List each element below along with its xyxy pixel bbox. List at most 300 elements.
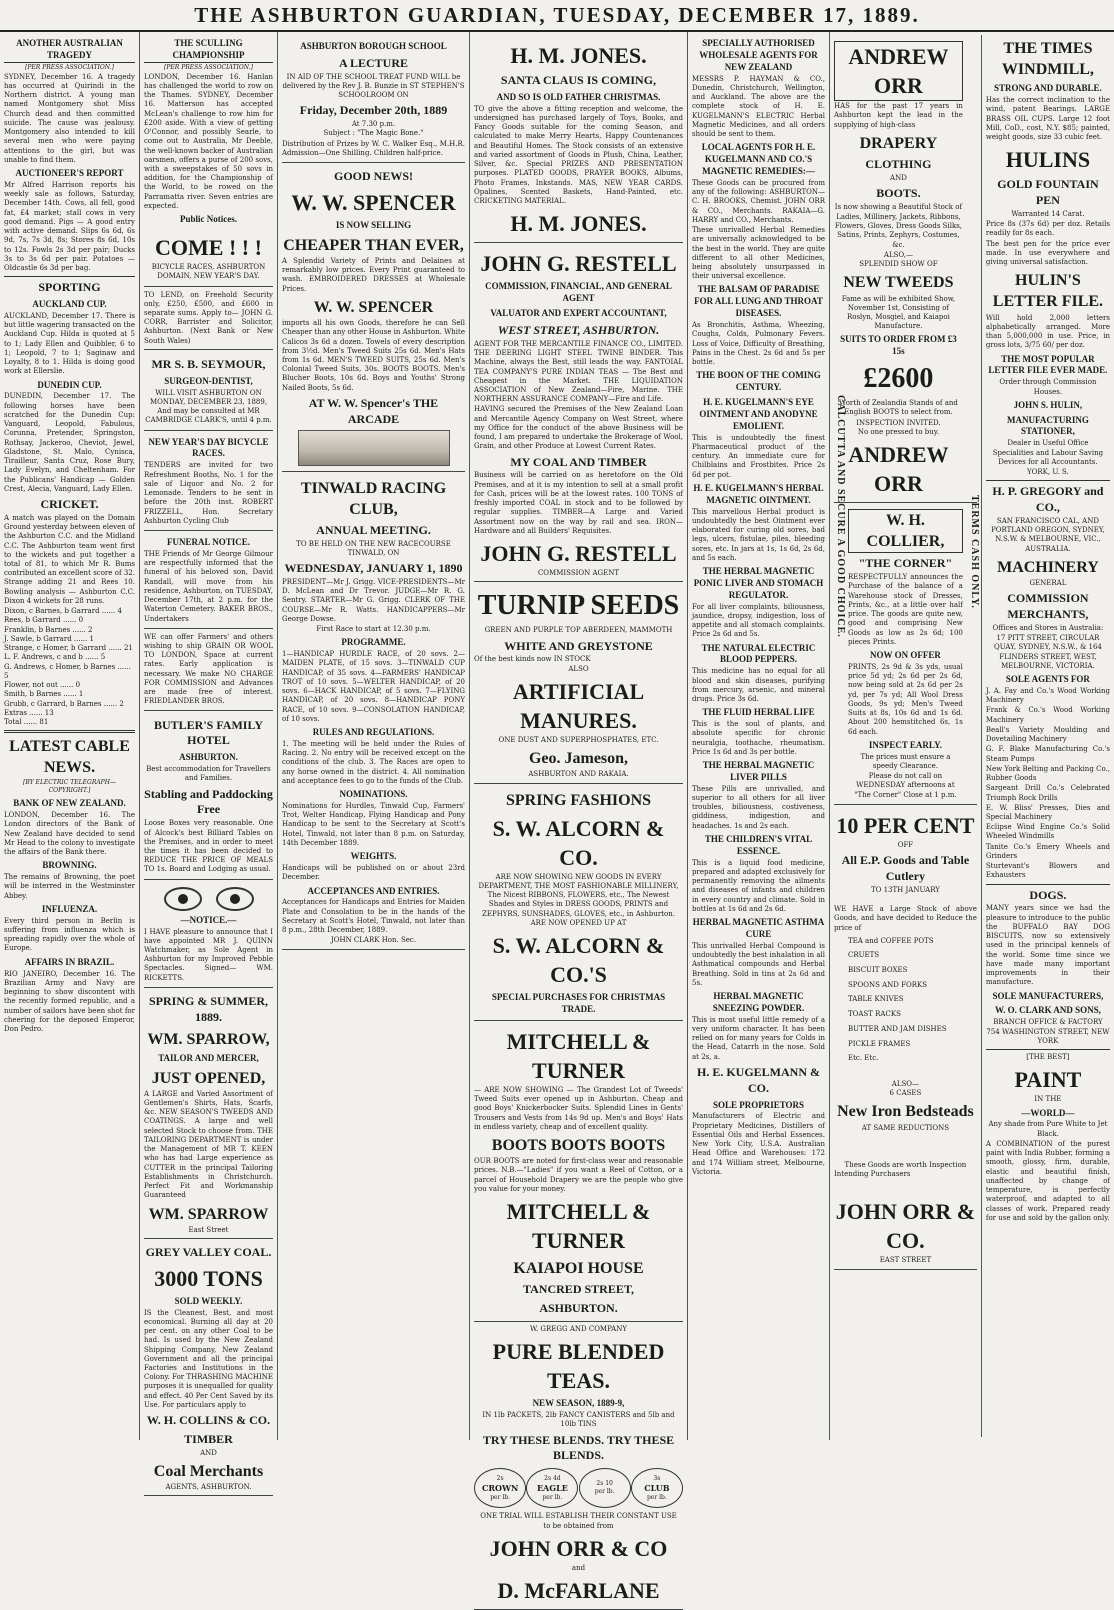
warranted-text: Warranted 14 Carat.: [1011, 209, 1085, 218]
tea-blends: [474, 1468, 683, 1508]
tancred-street: TANCRED STREET,: [523, 1282, 634, 1297]
york-text: YORK, U. S.: [1027, 468, 1069, 477]
clark-name: W. O. CLARK AND SONS,: [994, 1005, 1101, 1016]
score-line: Franklin, b Barnes ...... 2: [4, 625, 93, 634]
agents-text: AGENTS, ASHBURTON.: [165, 1483, 252, 1492]
tragedy-article: SYDNEY, December 16. A tragedy has occurred at Quirindi in the Northern district. A young man named Montgomery shot Miss Church dead and then committed suicide. The cause was jealousy. Montgomery also intended to kill several men who were paying attentions to the girl, but was unable to find them.: [4, 72, 135, 164]
officials-text: PRESIDENT—Mr J. Grigg. VICE-PRESIDENTS—Mr D. McLean and Dr Trevor. JUDGE—Mr R. G. Sentry. STARTER—Mr G. Grigg. CLERK OF THE COURSE—Mr R. Watts. HANDICAPPERS—Mr George Dowse.: [282, 577, 465, 623]
commission-merchants-heading: COMMISSION MERCHANTS,: [1007, 591, 1089, 622]
tenders-heading: NEW YEAR'S DAY BICYCLE RACES.: [148, 436, 269, 459]
orr2-name: ANDREW ORR: [848, 442, 949, 497]
list-item: BUTTER AND JAM DISHES: [848, 1024, 947, 1033]
addresses-text: 17 PITT STREET, CIRCULAR QUAY, SYDNEY, N.S.W., & 164 FLINDERS STREET, WEST, MELBOURNE, VICTORIA.: [993, 634, 1102, 670]
weights-heading: WEIGHTS.: [350, 851, 397, 862]
programme-heading: PROGRAMME.: [341, 637, 406, 648]
spencer-name: W. W. SPENCER: [291, 190, 456, 215]
cable-credit: [BY ELECTRIC TELEGRAPH—COPYRIGHT.]: [23, 779, 116, 795]
spectacles-icon: [144, 887, 273, 911]
lecture-heading: A LECTURE: [338, 55, 409, 70]
cricket-article: A match was played on the Domain Ground yesterday between eleven of the Ashburton C.C. and the Midland C.C. The Ashburton team went first to the wickets and put together a total of 81, to which Mr R. Bums contributed an excellent score of 32. Strange adding 21 and Rees 10. Bowling analysis — Ashburton C.C. Dixon 4 wickets for 28 runs.: [4, 513, 135, 605]
masthead: [0, 0, 1114, 32]
score-line: Flower, not out ...... 0: [4, 681, 81, 690]
dentist-ad: [144, 351, 273, 431]
stationer-text: MANUFACTURING STATIONER,: [1007, 414, 1089, 437]
restell-ad: [474, 243, 683, 582]
nominations-heading: NOMINATIONS.: [339, 789, 408, 800]
machinery-heading: MACHINERY: [997, 558, 1099, 576]
agency-list: [986, 687, 1110, 881]
opened-heading: JUST OPENED,: [151, 1069, 266, 1087]
column-4: [470, 32, 688, 1604]
list-item: Beall's Variety Moulding and Dovetailing Machinery: [985, 725, 1110, 744]
special-purchases: SPECIAL PURCHASES FOR CHRISTMAS TRADE.: [491, 992, 666, 1015]
notice-heading: —NOTICE.—: [180, 914, 237, 925]
vertical-banner-left: CALCUTTA AND SECURE A GOOD CHOICE.: [835, 395, 847, 638]
sculling-headline: THE SCULLING CHAMPIONSHIP: [144, 38, 273, 63]
blend-badge: 3s CLUB per lb.: [631, 1468, 683, 1508]
notice-text: I HAVE pleasure to announce that I have appointed MR J. QUINN Watchmaker, as Sole Agent in Ashburton for my Improved Pebble Spectacles. Signed— WM. RICKETTS.: [144, 927, 273, 982]
clearance-text: The prices must ensure a speedy Clearance.: [860, 752, 951, 770]
gregg-name: W. GREGG AND COMPANY: [530, 1325, 627, 1333]
stabling-heading: Stabling and Paddocking Free: [144, 786, 273, 817]
sporting-headline: SPORTING: [38, 280, 101, 295]
auckland-headline: AUCKLAND CUP.: [32, 299, 107, 310]
essence-text: This is a liquid food medicine, prepared and adapted exclusively for permanently removing the ailments and diseases of infants and children in every country and climate. Sold in bottles at 1s 6d and 2s 6d.: [692, 858, 825, 913]
pressed-text: No one pressed to buy.: [857, 427, 939, 436]
liver-pills-heading: THE HERBAL MAGNETIC LIVER PILLS: [702, 760, 815, 782]
page-columns: [0, 32, 1114, 1604]
valuator-text: VALUATOR AND EXPERT ACCOUNTANT,: [490, 308, 667, 319]
paint-text: A COMBINATION of the purest paint with India Rubber, forming a smooth, glossy, firm, durable, elastic and beautiful finish, unaffected by change of temperature, is perfectly waterproof, and adapted to all classes of work. Prepared ready for use and sold by the gallon only.: [985, 1139, 1110, 1222]
tenders-ad: [144, 431, 273, 531]
trial-text: ONE TRIAL WILL ESTABLISH THEIR CONSTANT USE: [480, 1512, 677, 1521]
offices-text: Offices and Stores in Australia:: [992, 623, 1104, 632]
sculling-article: LONDON, December 16. Hanlan has challenged the world to row on the Thames. SYDNEY, December 16. Matterson has accepted McLean's challenge to row him for £200 aside. With a view of getting O'Connor, and possibly Searle, to come out to Australia, Mr Deeble, the well-known backer of Australian oarsmen, offers a purse of 200 sovs, with a sweepstakes of 50 sovs in addition, for the Championship of the World, to be rowed on the Parramatta river. Seven entries are expected.: [144, 72, 273, 210]
mitchell-ad: [474, 1021, 683, 1322]
jo-name: JOHN ORR & CO.: [835, 1199, 976, 1254]
snuff-heading: HERBAL MAGNETIC SNEEZING POWDER.: [712, 991, 805, 1013]
bank-headline: BANK OF NEW ZEALAND.: [13, 798, 126, 809]
list-item: TEA and COFFEE POTS: [848, 936, 934, 945]
jameson-town: ASHBURTON AND RAKAIA.: [528, 770, 629, 779]
borough-heading: ASHBURTON BOROUGH SCHOOL: [300, 41, 447, 51]
secretary-name: JOHN CLARK Hon. Sec.: [330, 936, 417, 945]
santa-heading: SANTA CLAUS IS COMING,: [500, 73, 657, 88]
eye-heading: H. E. KUGELMANN'S EYE OINTMENT AND ANODYNE EMOLIENT.: [699, 397, 818, 431]
asthma-text: This unrivalled Herbal Compound is undoubtedly the best inhalation in all Asthmatical compounds and Herbal Breathing. Sold in tins at 2s 6d and 5s.: [692, 941, 825, 987]
race-date: WEDNESDAY, JANUARY 1, 1890: [284, 561, 463, 576]
list-item: TABLE KNIVES: [848, 995, 904, 1004]
merchants-heading: Coal Merchants: [153, 1463, 264, 1481]
influenza-headline: INFLUENZA.: [41, 903, 98, 914]
hulin-column: [982, 35, 1110, 1437]
cable-headline: LATEST CABLE NEWS.: [9, 738, 130, 777]
collier-text: RESPECTFULLY announces the Purchase of the balance of a Warehouse stock of Dresses, Prints, &c., at a little over half price. The goods are quite new, good and comprising New Goods as low as 2s 6d; 100 pieces Prints.: [848, 573, 963, 646]
coal-ad: [144, 1239, 273, 1497]
spencer2-text: imports all his own Goods, therefore he can Sell Cheaper than any other House in Ashburton. White Calicos 3s 6d a dozen. Towels of every description from 3½d. Men's Tweed Suits 25s 6d. Men's Hats from 1s 6d. MEN'S TWEED SUITS, 25s 6d. Men's Colonial Tweed Suits, 30s. BOOTS BOOTS. Men's Blucher Boots, 10s 6d. Boys and Youths' Strong Nailed Boots, 5s 6d.: [282, 319, 465, 392]
blend-badge: 2s CROWN per lb.: [474, 1468, 526, 1508]
orr-column: [834, 35, 982, 1437]
pills-heading: THE HERBAL MAGNETIC PONIC LIVER AND STOMACH REGULATOR.: [693, 565, 824, 600]
brazil-headline: AFFAIRS IN BRAZIL.: [24, 956, 115, 967]
paradise-text: As Bronchitis, Asthma, Wheezing, Coughs, Colds, Pulmonary Fevers. Loss of Voice, Difficulty of Breathing, Pains in the Chest. 2s 6d and 5s per bottle.: [692, 321, 825, 367]
restell-agencies: AGENT FOR THE MERCANTILE FINANCE CO., LIMITED. THE DEERING LIGHT STEEL TWINE BINDER. This Machine, always the Best, still leads the way. FANTOIAL TEA COMPANY'S PURE INDIAN TEAS — The Best and Cheapest in the Market. THE LIQUIDATION ASSOCIATION of New Zealand—Fire, Marine. THE NORTHERN ASSURANCE COMPANY—Fire and Life.: [474, 339, 683, 404]
intending-text: Intending Purchasers: [834, 1169, 911, 1178]
dentist-title: SURGEON-DENTIST,: [164, 375, 253, 386]
acceptances-text: Acceptances for Handicaps and Entries for Maiden Plate and Consolation to be in the hands of the Secretary at Scott's Hotel, Tinwald, not later than 8 p.m., 28th December, 1889.: [282, 898, 465, 935]
jones-name: H. M. JONES.: [510, 43, 647, 68]
boon-heading: THE BOON OF THE COMING CENTURY.: [696, 370, 821, 393]
restell-business: COMMISSION, FINANCIAL, AND GENERAL AGENT: [485, 281, 672, 304]
list-item: Frank & Co.'s Wood Working Machinery: [985, 706, 1110, 724]
spencer-ad: [282, 163, 465, 471]
splendid-text: SPLENDID SHOW OF: [859, 260, 938, 269]
sanfrancisco-text: SAN FRANCISCO CAL, AND: [996, 516, 1099, 525]
fluid-heading: THE FLUID HERBAL LIFE: [702, 707, 815, 718]
blend-badge: 2s 10 per lb.: [579, 1468, 631, 1508]
portland-text: PORTLAND OREGON, SYDNEY,: [991, 526, 1105, 535]
also-text: ALSO: [568, 664, 589, 673]
sparrow-name: WM. SPARROW,: [147, 1030, 270, 1048]
tinwald-ad: [282, 472, 465, 950]
turnip-heading: TURNIP SEEDS: [477, 590, 680, 622]
dealer-text: Dealer in Useful Office Specialities and Labour Saving Devices for all Accountants.: [992, 439, 1104, 466]
first-race-text: First Race to start at 12.30 p.m.: [316, 625, 431, 634]
sole-text: Manufacturers of Electric and Proprietary Medicines, Distillers of Essential Oils and Herbal Essences. New York City, U.S.A. Australian Head Office and Warehouses: 172 and 174 William street, Melbourne, Victoria.: [692, 1112, 825, 1176]
spencer-selling: IS NOW SELLING: [335, 220, 412, 231]
mt-name: MITCHELL & TURNER: [506, 1199, 651, 1254]
column-2: [140, 32, 278, 1492]
kaiapoi-heading: KAIAPOI HOUSE: [513, 1260, 644, 1278]
nominations-text: Nominations for Hurdles, Tinwald Cup, Farmers' Trot, Welter Handicap, Flying Handicap and Pony Handicap to be sent to the Secretary at Scott's Hotel, Tinwald, not later than 8 p.m. on Saturday, 14th December 1889.: [282, 802, 465, 847]
sparrow2-address: East Street: [188, 1225, 229, 1234]
alcorn2-name: S. W. ALCORN & CO.'S: [492, 933, 665, 988]
jones2-name: H. M. JONES.: [510, 211, 647, 237]
sole-agents-heading: SOLE AGENTS FOR: [1005, 674, 1090, 685]
programme-text: 1—HANDICAP HURDLE RACE, of 20 sovs. 2—MAIDEN PLATE, of 15 sovs. 3—TINWALD CUP HANDICAP, of 35 sovs. 4—FARMERS' HANDICAP TROT of 10 sovs. 5—WELTER HANDICAP, of 20 sovs. 6—HACK HANDICAP, of 5 sovs. 7—FLYING HANDICAP, of 20 sovs. 8—HANDICAP PONY RACE, of 10 sovs. 9—CONSOLATION HANDICAP, of 10 sovs.: [282, 650, 465, 723]
orr-intro: HAS for the past 17 years in Ashburton kept the lead in the supplying of high-class: [834, 102, 963, 129]
jones-ad: [474, 35, 683, 243]
essence-heading: THE CHILDREN'S VITAL ESSENCE.: [704, 833, 813, 856]
lecture-admission: Distribution of Prizes by W. C. Walker Esq., M.H.R. Admission—One Shilling. Children half-price.: [282, 139, 465, 157]
browning-headline: BROWNING.: [42, 860, 97, 871]
file-text: Will hold 2,000 letters alphabetically arranged. More than 5,000,000 in use. Price, in gross lots, 3/75 60/ per doz.: [985, 313, 1110, 350]
coal-heading: GREY VALLEY COAL.: [145, 1244, 272, 1259]
fame-text: Fame as will be exhibited Show, November 1st, Consisting of Roslyn, Mosgiel, and Kaiapoi Manufacture.: [841, 294, 956, 331]
pepper-heading: THE NATURAL ELECTRIC BLOOD PEPPERS.: [701, 642, 816, 665]
column-6: [830, 32, 1114, 1440]
inspection-text: INSPECTION INVITED.: [856, 418, 941, 427]
season-text: NEW SEASON, 1889-9,: [532, 1398, 625, 1409]
boots-heading: BOOTS.: [876, 185, 921, 200]
percent-heading: 10 PER CENT: [836, 812, 975, 838]
arcade-text: AT W. W. Spencer's THE ARCADE: [308, 395, 439, 426]
spectacles-ad: [144, 880, 273, 988]
popular-heading: THE MOST POPULAR LETTER FILE EVER MADE.: [988, 353, 1108, 376]
arcade-illustration: [298, 430, 450, 466]
list-item: G. F. Blake Manufacturing Co.'s Steam Pumps: [985, 745, 1110, 763]
stock-text: WE HAVE a Large Stock of above Goods, and have decided to Reduce the price of: [834, 905, 977, 932]
tons-text: IS the Cleanest, Best, and most economical. Burning all day at 20 per cent. on any other Coal to be had. Is used by the New Zealand Shipping Company, New Zealand Government and all the principal Factories and Institutions in the Colony. For THRASHING MACHINE purposes it is unequalled for quality and effect. 40 Per Cent Saved by its Use. For particulars apply to: [144, 1308, 273, 1409]
vertical-banner-right: TERMS CASH ONLY.: [968, 495, 980, 609]
collier-name: W. H. COLLIER,: [848, 509, 963, 553]
coal-timber-text: Business will be carried on as heretofore on the Old Premises, and at it is my intention to sell at a small profit for Cash, prices will be at the lowest rates. 100 TONS of freshly imported COAL in stock and to be followed by regular supplies. TIMBER—A Large and Varied Assortment now on the way by rail and sea. IRON—Hardware and all Builders' Requisites.: [474, 471, 683, 535]
alcorn-text: ARE NOW SHOWING NEW GOODS IN EVERY DEPARTMENT, THE MOST FASHIONABLE MILLINERY, The Nicest RIBBONS, FLOWERS, etc., The Newest Shades and Styles in DRESS GOODS, PRINTS and ZEPHYRS, SUNSHADES, GLOVES, etc., in Ashburton. ARE NOW OPENED UP AT: [478, 872, 679, 927]
score-line: L. F. Andrews, c and b ...... 5: [4, 653, 106, 662]
score-line: Strange, c Homer, b Garrard ...... 21: [4, 644, 133, 653]
list-item: J. A. Fay and Co.'s Wood Working Machinery: [985, 686, 1110, 705]
pen-price: Price 8s (37s 6d) per doz. Retails readily for 8s each.: [985, 220, 1110, 238]
list-item: Sargeant Drill Co.'s Celebrated Triumph Rock Drills: [985, 784, 1110, 802]
score-line: Extras ...... 13: [4, 708, 54, 717]
till-text: TO 13TH JANUARY: [870, 885, 940, 894]
bicycle-races-text: BICYCLE RACES, ASHBURTON DOMAIN, NEW YEAR'S DAY.: [151, 263, 266, 281]
acceptances-heading: ACCEPTANCES AND ENTRIES.: [307, 885, 440, 896]
public-notices-heading: Public Notices.: [180, 214, 237, 225]
rules-text: 1. The meeting will be held under the Rules of Racing. 2. No entry will be received except on the conditions of the club. 3. The Races are open to any horse owned in the district. 4. All nomination and acceptance fees to go to the funds of the Club.: [282, 739, 465, 785]
local-agents-text: These Goods can be procured from any of the following: ASHBURTON—C. H. BROOKS, Chemist. JOHN ORR & CO., Merchants. RAKAIA—G. HARRY and CO., Merchants.: [692, 178, 825, 224]
stabling-text: Loose Boxes very reasonable. One of Alcock's best Billiard Tables on the Premises, and in order to meet the times it has been decided to REDUCE THE PRICE OF MEALS TO 1s. Board and Lodging as usual.: [144, 819, 273, 874]
alcorn-name: S. W. ALCORN & CO.: [492, 815, 665, 870]
tons-sub: SOLD WEEKLY.: [174, 1295, 243, 1306]
pepper-text: This medicine has no equal for all blood and skin diseases, purifying from mercury, arsenic, and mineral drugs. Price 3s 6d.: [692, 667, 825, 703]
pen-heading: GOLD FOUNTAIN PEN: [997, 177, 1099, 208]
sparrow-trade: TAILOR AND MERCER,: [158, 1052, 259, 1063]
mitchell-name: MITCHELL & TURNER: [506, 1028, 651, 1083]
auction-headline: AUCTIONEER'S REPORT: [15, 168, 124, 178]
alcorn-ad: [474, 784, 683, 1021]
tweeds-heading: NEW TWEEDS: [843, 274, 954, 292]
teas-heading: PURE BLENDED TEAS.: [492, 1339, 665, 1394]
good-news-heading: GOOD NEWS!: [333, 169, 413, 184]
column-1: [0, 32, 140, 1440]
shade-text: Any shade from Pure White to Jet Black.: [988, 1120, 1108, 1138]
and-text: AND: [890, 173, 907, 182]
world-text: —WORLD—: [1021, 1107, 1075, 1118]
list-item: BISCUIT BOXES: [848, 966, 908, 975]
also2-text: ALSO—: [891, 1079, 920, 1088]
herbal-text: This marvellous Herbal product is undoubtedly the best Ointment ever elaborated for curing old sores, bad legs, ulcers, fistulae, piles, bleeding sores, etc. In jars at 1s, 1s 6d, 2s 6d, and 5s each.: [692, 507, 825, 562]
sole-proprietors: SOLE PROPRIETORS: [712, 1099, 805, 1110]
fashions-heading: SPRING FASHIONS: [505, 791, 652, 809]
herbal-heading: H. E. KUGELMANN'S HERBAL MAGNETIC OINTMENT.: [693, 482, 824, 505]
brazil-article: RIO JANEIRO, December 16. The Brazilian Army and Navy are beginning to show discontent with the recently formed republic, and a number of sailors have been shot for cheering for the deposed Emperor, Don Pedro.: [4, 969, 135, 1033]
sparrow2-name: WM. SPARROW: [148, 1205, 269, 1223]
boots-heading: BOOTS BOOTS BOOTS: [491, 1137, 666, 1155]
list-item: Sturtevant's Blowers and Exhausters: [985, 862, 1110, 880]
gregory-name: H. P. GREGORY and CO.,: [992, 484, 1104, 515]
amount-heading: £2600: [863, 363, 934, 395]
commission-text: Order through Commission Houses.: [999, 378, 1097, 396]
best-text: [THE BEST]: [1026, 1053, 1070, 1062]
and-text: and: [571, 1563, 586, 1572]
list-item: SPOONS AND FORKS: [848, 980, 928, 989]
kugelmann-name: H. E. KUGELMANN & CO.: [697, 1064, 820, 1095]
west-street: WEST STREET, ASHBURTON.: [497, 323, 660, 337]
tragedy-headline: ANOTHER AUSTRALIAN TRAGEDY: [4, 38, 135, 63]
tins-text: IN 1lb PACKETS, 2lb FANCY CANISTERS and 5lb and 10lb TINS: [482, 1411, 675, 1429]
teas-ad: [474, 1322, 683, 1610]
also-text: ALSO,—: [883, 250, 913, 259]
list-item: New York Belting and Packing Co., Rubber Goods: [985, 764, 1110, 783]
letter-file-heading: HULIN'S LETTER FILE.: [992, 272, 1104, 311]
fluid-text: This is the soul of plants, and absolute specific for chronic neuralgia, toothache, rheumatism. Price 1s 6d and 3s per bottle.: [692, 720, 825, 756]
score-line: Grubb, c Garrard, b Barnes ...... 2: [4, 699, 124, 708]
press-credit: [PER PRESS ASSOCIATION.]: [25, 63, 114, 71]
column-3: [278, 32, 470, 1440]
list-item: CRUETS: [848, 951, 880, 960]
score-line: Smith, b Barnes ...... 1: [4, 690, 84, 699]
timber-heading: TIMBER: [184, 1432, 233, 1446]
local-agents-heading: LOCAL AGENTS FOR H. E. KUGELMANN AND CO.'S MAGNETIC REMEDIES:—: [701, 142, 816, 177]
cricket-headline: CRICKET.: [40, 497, 99, 512]
eye-text: This is undoubtedly the finest Pharmaceutical product of the century. An immediate cure for Chilblains and Frostbites. Price 2s 6d per pot.: [692, 433, 825, 479]
ashburton-town: ASHBURTON.: [539, 1301, 618, 1316]
paradise-heading: THE BALSAM OF PARADISE FOR ALL LUNG AND THROAT DISEASES.: [694, 284, 823, 319]
hulins-heading: HULINS: [1005, 147, 1091, 173]
andrew-orr-ad: [834, 35, 977, 503]
cheaper-heading: CHEAPER THAN EVER,: [283, 236, 464, 254]
rules-heading: RULES AND REGULATIONS.: [312, 727, 435, 738]
asthma-heading: HERBAL MAGNETIC ASTHMA CURE: [692, 917, 825, 939]
bedsteads-heading: New Iron Bedsteads: [837, 1103, 974, 1121]
try-blends: TRY THESE BLENDS. TRY THESE BLENDS.: [482, 1432, 675, 1463]
drapery-heading: DRAPERY: [859, 134, 938, 152]
loan-ad: TO LEND, on Freehold Security only, £250, £500, and £600 in separate sums. Apply to— JOHN G. CORR, Barrister and Solicitor, Ashburton. (Next Bank or New South Wales): [144, 288, 273, 350]
liver-pills-text: These Pills are unrivalled, and superior to all others for all liver troubles, biliousness, costiveness, giddiness, indigestion, and headaches. 1s and 2s each.: [692, 784, 825, 830]
remedies-text: These unrivalled Herbal Remedies are universally acknowledged to be the best in the world. They are quite different to all other Medicines, being absolutely unsurpassed in their universal excellence.: [692, 226, 825, 281]
orr-name: JOHN ORR & CO: [489, 1535, 668, 1561]
agents-heading: SPECIALLY AUTHORISED WHOLESALE AGENTS FOR NEW ZEALAND: [699, 38, 818, 72]
collins-name: W. H. COLLINS & CO.: [146, 1413, 271, 1428]
grain-ad: WE can offer Farmers' and others wishing to ship GRAIN OR WOOL TO LONDON, Space at current rates. Early application is necessary. We make NO CHARGE FOR COMMISSION and Advances are made free of interest. FRIEDLANDER BROS.: [144, 630, 273, 711]
washington-text: 754 WASHINGTON STREET, NEW YORK: [986, 1027, 1110, 1045]
item-list: [834, 934, 977, 1066]
stock-text: Of the best kinds now IN STOCK: [474, 655, 591, 664]
hotel-text: Best accommodation for Travellers and Families.: [146, 765, 271, 783]
weights-text: Handicaps will be published on or about 23rd December.: [282, 864, 465, 882]
best-pen: The best pen for the price ever made. In use everywhere and giving universal satisfaction.: [985, 239, 1110, 267]
boots-text: OUR BOOTS are noted for first-class wear and reasonable prices. N.B.—"Ladies" if you want a Reel of Cotton, or a parcel of Household Drapery we are the people who give you value for your money.: [474, 1157, 683, 1193]
restell2-name: JOHN G. RESTELL: [480, 541, 677, 567]
collier-ad: [834, 503, 977, 805]
score-line: Dixon, c Barnes, b Garrard ...... 4: [4, 607, 122, 616]
funeral-heading: FUNERAL NOTICE.: [166, 536, 250, 547]
obtained-text: to be obtained from: [543, 1521, 614, 1530]
sculling-credit: [PER PRESS ASSOCIATION.]: [164, 63, 253, 71]
worth-text: Worth of Zealandia Stands of and English BOOTS to select from.: [839, 399, 958, 417]
ladies-text: Ladies, Millinery, Jackets, Ribbons, Flowers, Gloves, Dress Goods Silks, Satins, Prints, Zephyrs, Costumes, &c.: [834, 213, 963, 249]
browning-article: The remains of Browning, the poet will be interred in the Westminster Abbey.: [4, 873, 135, 900]
windmill-sub: STRONG AND DURABLE.: [994, 83, 1102, 94]
lecture-subject: Subject : "The Magic Bone.": [323, 129, 424, 138]
nsw-text: N.S.W. & MELBOURNE, VIC.,: [995, 535, 1101, 544]
east-street: EAST STREET: [879, 1256, 932, 1265]
lecture-text: IN AID OF THE SCHOOL TREAT FUND WILL be delivered by the Rev J. B. Bunzie in ST STEPHEN'S SCHOOLROOM ON: [282, 72, 465, 100]
worth-inspection-text: These Goods are worth Inspection: [844, 1160, 967, 1169]
white-text: WHITE AND GREYSTONE: [504, 638, 653, 653]
tenders-text: TENDERS are invited for two Refreshment Booths, No. 1 for the sale of Liquor and No. 2 for Lemonade. Tenders to be sent in before the 20th inst. ROBERT FRIZZELL, Hon. Secretary Ashburton Cycling Club: [144, 461, 273, 525]
cutlery-ad: [834, 805, 977, 1270]
hulin-name: JOHN S. HULIN,: [1013, 399, 1083, 410]
funeral-text: THE Friends of Mr George Gilmour are respectfully informed that the funeral of his beloved son, David Randall, will move from his residence, Ashburton, on TUESDAY, December 17th, at 2 p.m. for the Waterton Cemetery. BAKER BROS., Undertakers: [144, 549, 273, 623]
bank-article: LONDON, December 16. The London directors of the Bank of New Zealand have decided to send Mr Head to the colony to investigate the affairs of the Bank there.: [4, 811, 135, 857]
dentist-name: MR S. B. SEYMOUR,: [151, 356, 266, 371]
agents-text: MESSRS P. HAYMAN & CO., Dunedin, Christchurch, Wellington, and Auckland. The above are the complete stock of H. E. KUGELMANN'S ELECTRIC Herbal Magnetic Medicines, and all orders should be sent to them.: [692, 74, 825, 139]
dunedin-headline: DUNEDIN CUP.: [37, 379, 102, 390]
newspaper-title: THE ASHBURTON GUARDIAN, TUESDAY, DECEMBER 17, 1889.: [194, 2, 920, 27]
lecture-ad: [282, 35, 465, 163]
bicycle-races-ad: [144, 227, 273, 287]
dogs-heading: DOGS.: [1029, 887, 1067, 902]
father-christmas-heading: AND SO IS OLD FATHER CHRISTMAS.: [496, 91, 661, 102]
agency-text: HAVING secured the Premises of the New Zealand Loan and Mercantile Agency Company on West Street, where my Office for the conduct of the above Business will be found, I am prepared to undertake the Brokerage of Wool, Grain, and other Produce at Lowest Current Rates.: [474, 405, 683, 451]
windmill-heading: THE TIMES WINDMILL,: [1001, 40, 1094, 79]
snuff-text: This is most useful little remedy of a very uniform character. It has been relied on for many years for Colds in the Head, Catarrh in the nose. Sold at 2s, a.: [692, 1015, 825, 1061]
score-line: G. Andrews, c Homer, b Barnes ...... 5: [4, 662, 131, 680]
showing-text: Is now showing a Beautiful Stock of: [834, 202, 963, 211]
jameson-name: Geo. Jameson,: [528, 750, 629, 768]
mitchell-text: — ARE NOW SHOWING — The Grandest Lot of Tweeds' Tweed Suits ever opened up in Ashburton. Cheap and good Boys' Knickerbocker Suits. Splendid Lines in Gents' Trousers and Vests from 14s 9d up. Men's and Boys' Hats in endless variety, cheap and of excellent quality.: [474, 1085, 683, 1131]
funeral-ad: [144, 531, 273, 629]
dentist-text: WILL VISIT ASHBURTON ON MONDAY, DECEMBER 23, 1889, And may be consulted at MR CAMBRIDGE CLARK'S, until 4 p.m.: [145, 388, 272, 425]
hotel-name: BUTLER'S FAMILY HOTEL: [153, 717, 264, 748]
friday-date: Friday, December 20th, 1889: [299, 103, 448, 118]
sparrow-ad: [144, 988, 273, 1239]
now-offer: NOW ON OFFER: [870, 650, 941, 661]
list-item: Etc. Etc.: [848, 1054, 879, 1063]
reductions-text: AT SAME REDUCTIONS: [861, 1123, 950, 1132]
hotel-town: ASHBURTON.: [179, 752, 238, 763]
cricket-scorecard: [4, 607, 135, 727]
dunedin-article: DUNEDIN, December 17. The following horses have been scratched for the Dunedin Cup: Vanguard, Leopold, Fabulous, Corunna, Pretender, Springston, Rothsay, Jackeroo, Cheviot, Jewel, Gladstone, St. Malo, Cynisca, Tirailleur, Santa Cruz, Rose Bury, Lady Evelyn, and Cheltenham. For the Publicans' Handicap — Golden Crest, Alecia, Vanguard, Lady Ellen.: [4, 392, 135, 493]
inspect-early: INSPECT EARLY.: [868, 739, 943, 750]
seeds-ad: [474, 582, 683, 783]
restell-name: JOHN G. RESTELL: [480, 251, 677, 277]
windmill-text: Has the correct inclination to the wind, patent Bearings. LARGE BRASS OIL CUPS. Large 12 foot Mill, CoD., cost, N.Y. $85; painted, weight goods, size 33 cubic feet.: [985, 96, 1110, 142]
suits-text: SUITS TO ORDER FROM £3 15s: [840, 334, 957, 357]
corner-heading: "THE CORNER": [858, 556, 953, 571]
annual-heading: ANNUAL MEETING.: [316, 522, 431, 537]
held-text: TO BE HELD ON THE NEW RACECOURSE TINWALD, ON: [296, 539, 451, 557]
cases-text: 6 CASES: [889, 1089, 922, 1098]
pills-text: For all liver complaints, biliousness, jaundice, dropsy, indigestion, loss of appetite and all stomach complaints. Price 2s 6d and 5s.: [692, 602, 825, 639]
dogs-text: MANY years since we had the pleasure to introduce to the public the BUFFALO BAY DOG BISCUITS, now so extensively used in the principal kennels of the world. Some time since we have made many important improvements in their manufacture.: [985, 904, 1110, 987]
list-item: PICKLE FRAMES: [848, 1039, 911, 1048]
manures-heading: ARTIFICIAL MANURES.: [512, 678, 645, 733]
coal-timber-heading: MY COAL AND TIMBER: [510, 454, 647, 469]
orr-name: ANDREW ORR: [834, 41, 963, 101]
australia-text: AUSTRALIA.: [1025, 544, 1071, 553]
manures-sub: ONE DUST AND SUPERPHOSPHATES, ETC.: [498, 735, 659, 744]
opened-text: A LARGE and Varied Assortment of Gentlemen's Shirts, Hats, Scarfs, &c. NEW SEASON'S TWEEDS AND COATINGS. A large and well selected Stock to choose from. THE TAILORING DEPARTMENT is under the Management of MR T. KEEN who has had Large experience as CUTTER in the principal Tailoring Establishments in Christchurch. Perfect Fit and Workmanship Guaranteed: [144, 1089, 273, 1200]
and-text: AND: [200, 1448, 217, 1457]
off-text: OFF: [897, 840, 914, 849]
list-item: Eclipse Wind Engine Co.'s Solid Wheeled Windmills: [985, 823, 1110, 841]
auction-article: Mr Alfred Harrison reports his weekly sale as follows, Saturday, December 14th. Cows, all fell, good fat, £4 market; stall cows in very good demand. Pigs — A good entry with active demand. Slips 6s 6d, 6s 9d, 7s, 7s 3d, 8s; Stores 8s 6d, 10s to 12s. Fowls 2s 3d per pair; Ducks 3s to 3s 6d per pair. Potatoes — Oldcastle 6s 3d per bag.: [4, 180, 135, 272]
come-heading: COME ! ! !: [155, 235, 262, 261]
tons-heading: 3000 TONS: [154, 1265, 263, 1291]
list-item: TOAST RACKS: [848, 1010, 901, 1019]
spring-heading: SPRING & SUMMER, 1889.: [149, 993, 268, 1024]
mcfarlane-name: D. McFARLANE: [497, 1578, 660, 1604]
prints-text: PRINTS, 2s 9d & 3s yds, usual price 5d yd; 2s 6d per 2s 6d, now being sold at 2s 6d per 2s yd, per 7s yd; All Wool Dress Goods, 9s yd; Men's Tweed Suits at 8s, 10s 6d and 1s 6d. About 200 hemstitched 6s, 1s 6d each.: [848, 662, 963, 736]
auckland-article: AUCKLAND, December 17. There is but little wagering transacted on the Auckland Cup. Hilda is quoted at 5 to 1; Lady Ellen and Quibbler, 6 to 1; Leopold, 7 to 1; Saginaw and Loyalty, 8 to 1. Hilda is doing good work at Ellerslie.: [4, 311, 135, 376]
spencer-text: A Splendid Variety of Prints and Delaines at remarkably low prices. Every Print guaranteed to wash. EMBROIDERED DRESSES at Wholesale Prices.: [282, 257, 465, 293]
column-5: [688, 32, 830, 1440]
inthe-text: IN THE: [1034, 1095, 1062, 1104]
factory-text: BRANCH OFFICE & FACTORY: [993, 1018, 1103, 1027]
